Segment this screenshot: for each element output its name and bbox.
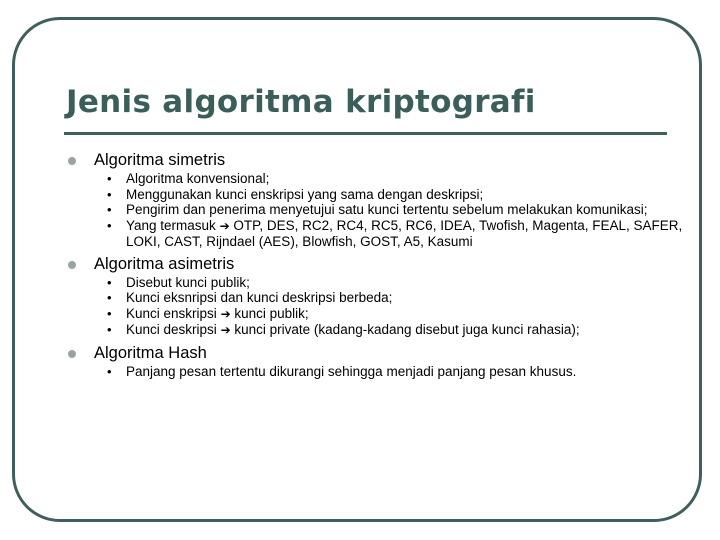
sub-bullet [94,218,686,250]
right-arrow-icon: ➔ [220,323,231,337]
sub-bullet [94,306,686,323]
small-bullet-icon: • [107,274,112,290]
sub-bullet [94,202,686,218]
sub-bullet-list [94,275,686,339]
slide-content [66,150,686,381]
sub-bullet-text: Algoritma konvensional; [126,171,270,186]
bullet-algoritma-asimetris [66,254,686,339]
sub-bullet-list [94,171,686,250]
slide-title: Jenis algoritma kriptografi [66,84,536,120]
small-bullet-icon: • [107,363,112,379]
small-bullet-icon: • [107,290,112,305]
right-arrow-icon: ➔ [219,218,230,233]
small-bullet-icon: • [107,217,112,233]
sub-bullet-suffix: OTP, DES, RC2, RC4, RC5, RC6, IDEA, Twofish, Magenta, FEAL, SAFER, LOKI, CAST, Rijndael (AES), Blowfish, GOST, A5, Kasumi [126,217,683,249]
sub-bullet-prefix: Yang termasuk [126,217,216,233]
bullet-algoritma-hash [66,343,686,380]
bullet-heading: Algoritma asimetris [94,254,235,273]
sub-bullet-prefix: Kunci deskripsi [126,322,217,337]
sub-bullet-text: Kunci eksnripsi dan kunci deskripsi berbeda; [126,290,393,305]
dot-icon [68,157,76,165]
sub-bullet-suffix: kunci private (kadang-kadang disebut juga kunci rahasia); [234,322,580,337]
small-bullet-icon: • [107,171,112,186]
sub-bullet-text: Disebut kunci publik; [126,274,250,290]
right-arrow-icon: ➔ [220,306,231,321]
bullet-algoritma-simetris [66,150,686,250]
sub-bullet-suffix: kunci publik; [234,305,309,321]
bullet-heading: Algoritma Hash [94,343,207,362]
sub-bullet-text: Pengirim dan penerima menyetujui satu kunci tertentu sebelum melakukan komunikasi; [126,202,648,217]
sub-bullet [94,187,686,203]
dot-icon [68,261,76,269]
sub-bullet [94,171,686,187]
title-divider [64,132,667,135]
small-bullet-icon: • [107,202,112,217]
small-bullet-icon: • [107,305,112,321]
sub-bullet-prefix: Kunci enskripsi [126,305,217,321]
sub-bullet-list [94,364,686,380]
bullet-heading: Algoritma simetris [94,151,226,169]
sub-bullet-text: Panjang pesan tertentu dikurangi sehingga menjadi panjang pesan khusus. [126,363,577,379]
small-bullet-icon: • [107,186,112,202]
sub-bullet-text: Menggunakan kunci enskripsi yang sama dengan deskripsi; [126,186,484,202]
sub-bullet [94,275,686,291]
small-bullet-icon: • [107,322,112,337]
sub-bullet [94,364,686,380]
sub-bullet [94,322,686,339]
dot-icon [68,350,76,358]
sub-bullet [94,290,686,306]
